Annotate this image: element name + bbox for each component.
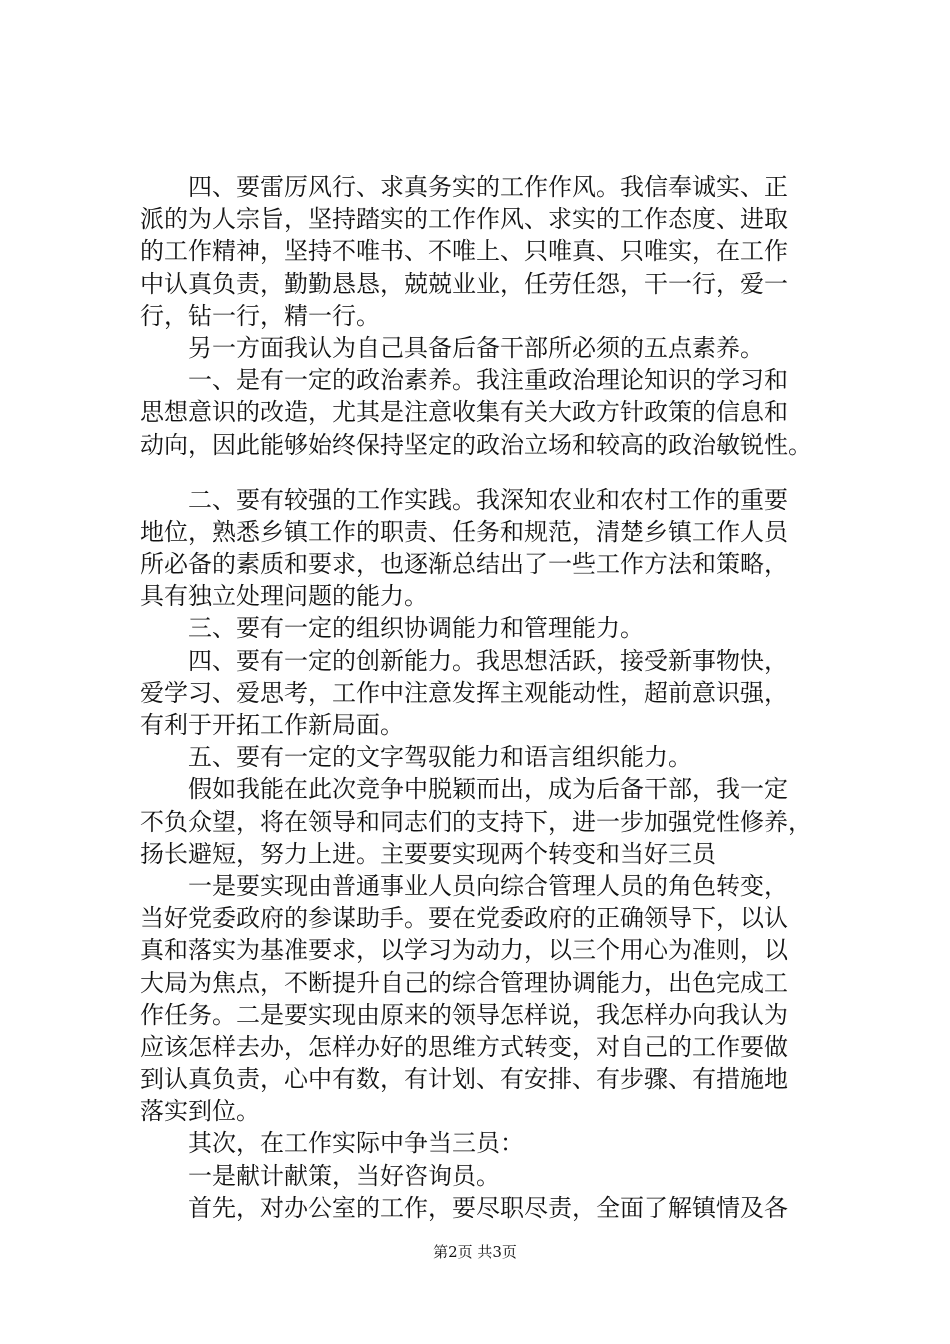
text-line: 动向，因此能够始终保持坚定的政治立场和较高的政治敏锐性。 (140, 430, 812, 459)
text-line: 一是要实现由普通事业人员向综合管理人员的角色转变， (140, 871, 788, 900)
text-line: 应该怎样去办，怎样办好的思维方式转变，对自己的工作要做 (140, 1032, 788, 1061)
text-line: 一、是有一定的政治素养。我注重政治理论知识的学习和 (140, 366, 788, 395)
text-line: 大局为焦点，不断提升自己的综合管理协调能力，出色完成工 (140, 968, 788, 997)
blank-line (140, 461, 840, 484)
text-line: 地位，熟悉乡镇工作的职责、任务和规范，清楚乡镇工作人员 (140, 517, 788, 546)
text-line: 一是献计献策，当好咨询员。 (140, 1161, 500, 1190)
text-line: 另一方面我认为自己具备后备干部所必须的五点素养。 (140, 333, 764, 362)
text-line: 其次，在工作实际中争当三员： (140, 1129, 524, 1158)
text-line: 落实到位。 (140, 1097, 260, 1126)
text-line: 具有独立处理问题的能力。 (140, 582, 428, 611)
text-line: 不负众望，将在领导和同志们的支持下，进一步加强党性修养， (140, 807, 812, 836)
text-line: 思想意识的改造，尤其是注意收集有关大政方针政策的信息和 (140, 398, 788, 427)
text-line: 当好党委政府的参谋助手。要在党委政府的正确领导下，以认 (140, 904, 788, 933)
text-line: 真和落实为基准要求，以学习为动力，以三个用心为准则，以 (140, 936, 788, 965)
text-line: 派的为人宗旨，坚持踏实的工作作风、求实的工作态度、进取 (140, 205, 788, 234)
document-body (140, 171, 840, 1224)
page-footer: 第2页 共3页 (433, 1243, 517, 1261)
text-line: 四、要雷厉风行、求真务实的工作作风。我信奉诚实、正 (140, 173, 788, 201)
text-line: 扬长避短，努力上进。主要要实现两个转变和当好三员 (140, 839, 716, 868)
text-line: 作任务。二是要实现由原来的领导怎样说，我怎样办向我认为 (140, 1000, 788, 1029)
text-line: 所必备的素质和要求，也逐渐总结出了一些工作方法和策略， (140, 550, 788, 579)
text-line: 四、要有一定的创新能力。我思想活跃，接受新事物快， (140, 646, 788, 675)
text-line: 爱学习、爱思考，工作中注意发挥主观能动性，超前意识强， (140, 678, 788, 707)
text-line: 首先，对办公室的工作，要尽职尽责，全面了解镇情及各 (140, 1193, 788, 1222)
text-line: 二、要有较强的工作实践。我深知农业和农村工作的重要 (140, 485, 788, 514)
text-line: 行，钻一行，精一行。 (140, 301, 380, 330)
text-line: 的工作精神，坚持不唯书、不唯上、只唯真、只唯实，在工作 (140, 237, 788, 266)
text-line: 假如我能在此次竞争中脱颖而出，成为后备干部，我一定 (140, 775, 788, 804)
text-line: 有利于开拓工作新局面。 (140, 711, 404, 739)
text-line: 到认真负责，心中有数，有计划、有安排、有步骤、有措施地 (140, 1065, 788, 1094)
text-line: 中认真负责，勤勤恳恳，兢兢业业，任劳任怨，干一行，爱一 (140, 269, 788, 298)
text-line: 五、要有一定的文字驾驭能力和语言组织能力。 (140, 743, 692, 772)
text-line: 三、要有一定的组织协调能力和管理能力。 (140, 614, 644, 643)
